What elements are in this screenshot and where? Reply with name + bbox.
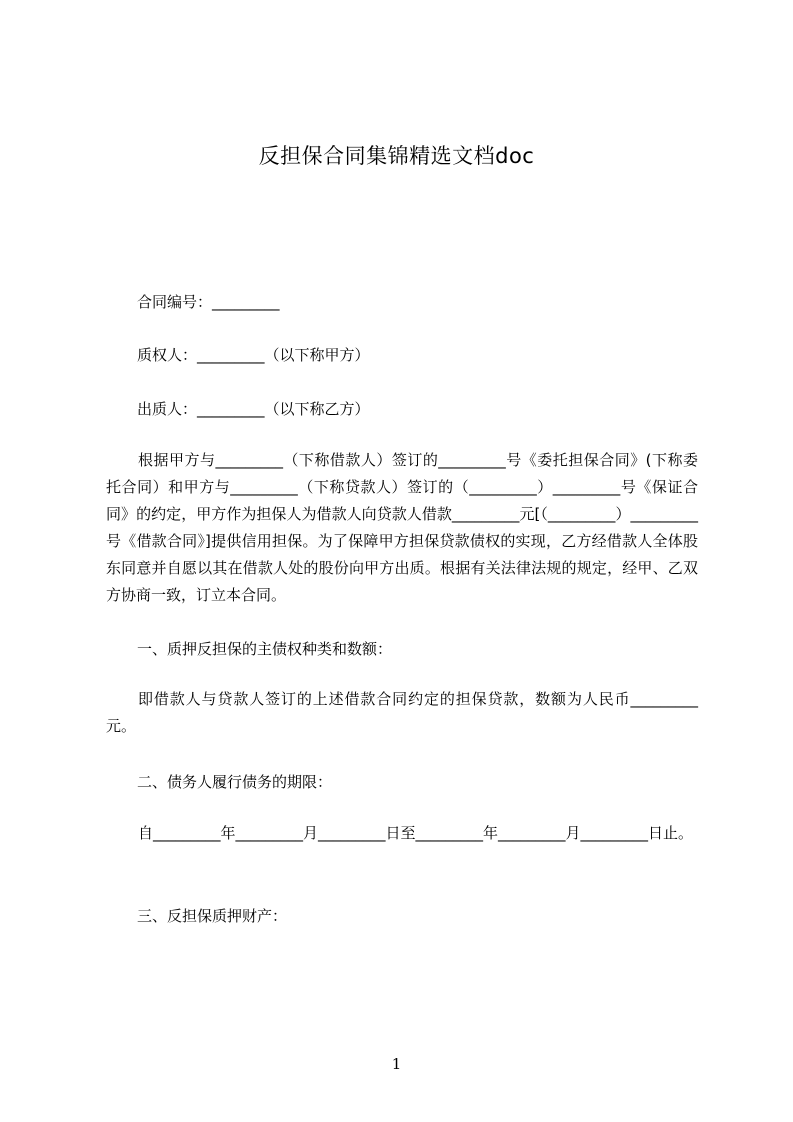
page-number: 1	[391, 1055, 402, 1073]
contract-number-line: 合同编号：_________	[137, 293, 280, 311]
intro-paragraph: 根据甲方与_________（下称借款人）签订的_________号《委托担保合同》(下称委托合同）和甲方与_________（下称贷款人）签订的（_________）_________号《保证合同》的约定，甲方作为担保人为借款人向贷款人借款_________元[（_________）_________号《借款合同》]提供信用担保。为了保障甲方担保贷款债权的实现，乙方经借款人全体股东同意并自愿以其在借款人处的股份向甲方出质。根据有关法律法规的规定，经甲、乙双方协商一致，订立本合同。	[106, 451, 698, 604]
document-title: 反担保合同集锦精选文档doc	[258, 144, 535, 168]
section2-paragraph: 自_________年_________月_________日至_________年_________月_________日止。	[138, 824, 694, 842]
section2-heading: 二、债务人履行债务的期限：	[137, 773, 333, 791]
pledgee-line: 质权人：_________（以下称甲方）	[137, 346, 370, 364]
section1-heading: 一、质押反担保的主债权种类和数额：	[137, 640, 393, 658]
section1-paragraph: 即借款人与贷款人签订的上述借款合同约定的担保贷款，数额为人民币_________元。	[106, 690, 698, 735]
section3-heading: 三、反担保质押财产：	[137, 907, 288, 925]
pledgor-line: 出质人：_________（以下称乙方）	[137, 400, 370, 418]
